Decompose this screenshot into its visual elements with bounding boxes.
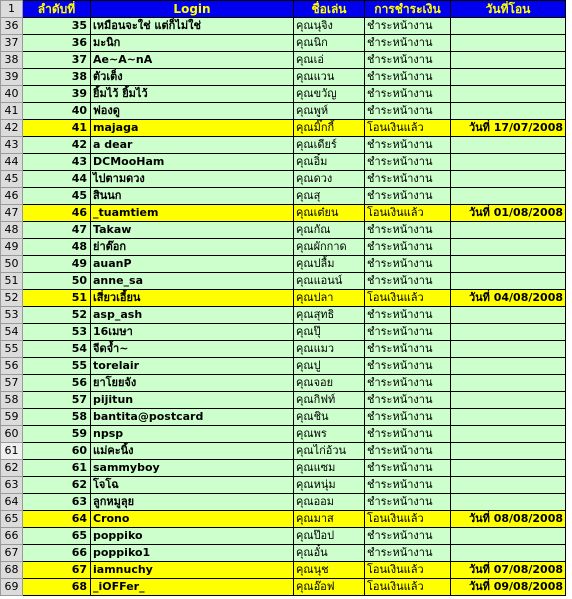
cell-payment[interactable]: โอนเงินแล้ว [365, 562, 451, 579]
cell-number[interactable]: 44 [23, 171, 91, 188]
table-row [1, 426, 566, 443]
cell-nickname[interactable]: คุณป๊อป [294, 528, 365, 545]
cell-transfer-date[interactable] [451, 273, 566, 290]
row-header[interactable]: 56 [1, 358, 23, 375]
cell-payment[interactable]: ชำระหน้างาน [365, 460, 451, 477]
cell-transfer-date[interactable] [451, 324, 566, 341]
cell-nickname[interactable]: คุณไก่อ้วน [294, 443, 365, 460]
table-row [1, 494, 566, 511]
cell-payment[interactable]: ชำระหน้างาน [365, 52, 451, 69]
table-row [1, 188, 566, 205]
table-row [1, 154, 566, 171]
row-header[interactable]: 43 [1, 137, 23, 154]
column-header-login[interactable]: Login [91, 1, 294, 18]
cell-transfer-date[interactable] [451, 256, 566, 273]
cell-login[interactable]: pijitun [91, 392, 294, 409]
cell-nickname[interactable]: คุณนิก [294, 35, 365, 52]
cell-transfer-date[interactable] [451, 188, 566, 205]
table-row [1, 290, 566, 307]
cell-nickname[interactable]: คุณปลา [294, 290, 365, 307]
cell-transfer-date[interactable] [451, 477, 566, 494]
cell-nickname[interactable]: คุณกิฟท์ [294, 392, 365, 409]
cell-login[interactable]: npsp [91, 426, 294, 443]
row-header[interactable]: 55 [1, 341, 23, 358]
cell-login[interactable]: Ae~A~nA [91, 52, 294, 69]
table-row [1, 86, 566, 103]
row-header[interactable]: 41 [1, 103, 23, 120]
table-row [1, 460, 566, 477]
table-row [1, 35, 566, 52]
cell-login[interactable]: ย่าต๊อก [91, 239, 294, 256]
cell-nickname[interactable]: คุณนุจิง [294, 18, 365, 35]
row-header[interactable]: 64 [1, 494, 23, 511]
cell-nickname[interactable]: คุณแมว [294, 341, 365, 358]
cell-payment[interactable]: ชำระหน้างาน [365, 154, 451, 171]
cell-payment[interactable]: โอนเงินแล้ว [365, 120, 451, 137]
cell-nickname[interactable]: คุณเดียร์ [294, 137, 365, 154]
cell-nickname[interactable]: คุณมาส [294, 511, 365, 528]
cell-transfer-date[interactable] [451, 528, 566, 545]
cell-payment[interactable]: ชำระหน้างาน [365, 307, 451, 324]
table-row [1, 103, 566, 120]
cell-nickname[interactable]: คุณชิน [294, 409, 365, 426]
cell-transfer-date[interactable] [451, 239, 566, 256]
cell-number[interactable]: 42 [23, 137, 91, 154]
cell-login[interactable]: เหมือนจะใช่ แต่ก็ไม่ใช่ [91, 18, 294, 35]
table-row [1, 52, 566, 69]
table-body [1, 1, 566, 596]
row-header[interactable]: 40 [1, 86, 23, 103]
cell-number[interactable]: 36 [23, 35, 91, 52]
cell-payment[interactable]: ชำระหน้างาน [365, 477, 451, 494]
table-row [1, 256, 566, 273]
table-row [1, 562, 566, 579]
cell-transfer-date[interactable] [451, 103, 566, 120]
cell-login[interactable]: bantita@postcard [91, 409, 294, 426]
cell-payment[interactable]: ชำระหน้างาน [365, 392, 451, 409]
cell-login[interactable]: จีดจ้ำ~ [91, 341, 294, 358]
cell-payment[interactable]: ชำระหน้างาน [365, 409, 451, 426]
cell-transfer-date[interactable] [451, 69, 566, 86]
cell-payment[interactable]: ชำระหน้างาน [365, 222, 451, 239]
cell-transfer-date[interactable] [451, 460, 566, 477]
cell-nickname[interactable]: คุณปลื้ม [294, 256, 365, 273]
row-header[interactable]: 62 [1, 460, 23, 477]
cell-nickname[interactable]: คุณดวง [294, 171, 365, 188]
cell-login[interactable]: โจโฉ [91, 477, 294, 494]
cell-payment[interactable]: ชำระหน้างาน [365, 103, 451, 120]
cell-payment[interactable]: ชำระหน้างาน [365, 358, 451, 375]
row-header[interactable]: 39 [1, 69, 23, 86]
cell-payment[interactable]: ชำระหน้างาน [365, 545, 451, 562]
cell-login[interactable]: _tuamtiem [91, 205, 294, 222]
cell-transfer-date[interactable] [451, 307, 566, 324]
cell-payment[interactable]: ชำระหน้างาน [365, 375, 451, 392]
row-header[interactable]: 36 [1, 18, 23, 35]
cell-transfer-date[interactable]: วันที่ 09/08/2008 [451, 579, 566, 596]
row-header[interactable]: 47 [1, 205, 23, 222]
cell-transfer-date[interactable] [451, 137, 566, 154]
cell-nickname[interactable]: คุณหนุ่ม [294, 477, 365, 494]
table-row [1, 69, 566, 86]
cell-payment[interactable]: ชำระหน้างาน [365, 188, 451, 205]
cell-login[interactable]: _iOFFer_ [91, 579, 294, 596]
cell-number[interactable]: 43 [23, 154, 91, 171]
cell-transfer-date[interactable] [451, 86, 566, 103]
cell-payment[interactable]: ชำระหน้างาน [365, 69, 451, 86]
cell-login[interactable]: 16เมษา [91, 324, 294, 341]
cell-number[interactable]: 50 [23, 273, 91, 290]
cell-nickname[interactable]: คุณออม [294, 494, 365, 511]
cell-payment[interactable]: โอนเงินแล้ว [365, 290, 451, 307]
table-row [1, 443, 566, 460]
row-header[interactable]: 54 [1, 324, 23, 341]
cell-number[interactable]: 40 [23, 103, 91, 120]
cell-login[interactable]: auanP [91, 256, 294, 273]
cell-transfer-date[interactable] [451, 392, 566, 409]
cell-login[interactable]: Crono [91, 511, 294, 528]
row-header[interactable]: 51 [1, 273, 23, 290]
column-header-transfer-date[interactable]: วันที่โอน [451, 1, 566, 18]
cell-number[interactable]: 45 [23, 188, 91, 205]
cell-number[interactable]: 58 [23, 409, 91, 426]
table-row [1, 324, 566, 341]
cell-number[interactable]: 67 [23, 562, 91, 579]
table-row [1, 222, 566, 239]
cell-login[interactable]: มะนิก [91, 35, 294, 52]
row-header[interactable]: 52 [1, 290, 23, 307]
cell-nickname[interactable]: คุณปู [294, 358, 365, 375]
table-row [1, 409, 566, 426]
cell-payment[interactable]: โอนเงินแล้ว [365, 579, 451, 596]
cell-nickname[interactable]: คุณปุ๊ [294, 324, 365, 341]
column-header-nickname[interactable]: ชื่อเล่น [294, 1, 365, 18]
cell-login[interactable]: ลูกหมูลุย [91, 494, 294, 511]
cell-number[interactable]: 56 [23, 375, 91, 392]
cell-number[interactable]: 62 [23, 477, 91, 494]
cell-number[interactable]: 38 [23, 69, 91, 86]
row-header[interactable]: 45 [1, 171, 23, 188]
cell-nickname[interactable]: คุณอิ๋ม [294, 154, 365, 171]
cell-transfer-date[interactable]: วันที่ 17/07/2008 [451, 120, 566, 137]
row-header[interactable]: 42 [1, 120, 23, 137]
cell-nickname[interactable]: คุณสุทธิ [294, 307, 365, 324]
cell-login[interactable]: เสี่ยวเอี้ยน [91, 290, 294, 307]
cell-transfer-date[interactable] [451, 52, 566, 69]
cell-number[interactable]: 65 [23, 528, 91, 545]
cell-nickname[interactable]: คุณแซม [294, 460, 365, 477]
cell-nickname[interactable]: คุณมิ๊กกี้ [294, 120, 365, 137]
cell-payment[interactable]: ชำระหน้างาน [365, 443, 451, 460]
row-header[interactable]: 68 [1, 562, 23, 579]
cell-login[interactable]: anne_sa [91, 273, 294, 290]
table-row [1, 239, 566, 256]
cell-payment[interactable]: ชำระหน้างาน [365, 273, 451, 290]
cell-login[interactable]: iamnuchy [91, 562, 294, 579]
table-row [1, 341, 566, 358]
cell-number[interactable]: 63 [23, 494, 91, 511]
cell-transfer-date[interactable] [451, 222, 566, 239]
table-row [1, 375, 566, 392]
cell-transfer-date[interactable] [451, 443, 566, 460]
cell-transfer-date[interactable] [451, 494, 566, 511]
cell-nickname[interactable]: คุณแวน [294, 69, 365, 86]
cell-nickname[interactable]: คุณจอย [294, 375, 365, 392]
cell-number[interactable]: 66 [23, 545, 91, 562]
row-header[interactable]: 49 [1, 239, 23, 256]
cell-payment[interactable]: ชำระหน้างาน [365, 171, 451, 188]
row-header[interactable]: 67 [1, 545, 23, 562]
cell-payment[interactable]: ชำระหน้างาน [365, 494, 451, 511]
cell-login[interactable]: asp_ash [91, 307, 294, 324]
cell-login[interactable]: ยิ้มไว้ ยิ้มไว้ [91, 86, 294, 103]
row-header[interactable]: 46 [1, 188, 23, 205]
cell-transfer-date[interactable] [451, 358, 566, 375]
table-row [1, 18, 566, 35]
cell-login[interactable]: sammyboy [91, 460, 294, 477]
cell-number[interactable]: 55 [23, 358, 91, 375]
cell-number[interactable]: 47 [23, 222, 91, 239]
cell-login[interactable]: ฟองดู [91, 103, 294, 120]
cell-number[interactable]: 46 [23, 205, 91, 222]
cell-nickname[interactable]: คุณแอนน์ [294, 273, 365, 290]
cell-number[interactable]: 51 [23, 290, 91, 307]
cell-payment[interactable]: ชำระหน้างาน [365, 256, 451, 273]
cell-number[interactable]: 57 [23, 392, 91, 409]
row-header[interactable]: 44 [1, 154, 23, 171]
cell-nickname[interactable]: คุณเต๋ยน [294, 205, 365, 222]
table-row [1, 137, 566, 154]
cell-login[interactable]: poppiko [91, 528, 294, 545]
row-header[interactable]: 59 [1, 409, 23, 426]
cell-number[interactable]: 39 [23, 86, 91, 103]
cell-number[interactable]: 60 [23, 443, 91, 460]
cell-nickname[interactable]: คุณผักกาด [294, 239, 365, 256]
cell-transfer-date[interactable] [451, 545, 566, 562]
cell-payment[interactable]: ชำระหน้างาน [365, 324, 451, 341]
cell-login[interactable]: สินนก [91, 188, 294, 205]
table-row [1, 273, 566, 290]
cell-login[interactable]: ตัวเต็ง [91, 69, 294, 86]
row-header[interactable]: 48 [1, 222, 23, 239]
row-header[interactable]: 66 [1, 528, 23, 545]
cell-payment[interactable]: ชำระหน้างาน [365, 239, 451, 256]
column-header-number[interactable]: ลำดับที่ [23, 1, 91, 18]
cell-transfer-date[interactable] [451, 35, 566, 52]
row-header[interactable]: 60 [1, 426, 23, 443]
cell-transfer-date[interactable]: วันที่ 07/08/2008 [451, 562, 566, 579]
row-header[interactable]: 69 [1, 579, 23, 596]
cell-transfer-date[interactable] [451, 426, 566, 443]
cell-transfer-date[interactable] [451, 154, 566, 171]
cell-nickname[interactable]: คุณขวัญ [294, 86, 365, 103]
row-header[interactable]: 38 [1, 52, 23, 69]
row-header[interactable]: 63 [1, 477, 23, 494]
cell-login[interactable]: poppiko1 [91, 545, 294, 562]
cell-transfer-date[interactable]: วันที่ 01/08/2008 [451, 205, 566, 222]
cell-payment[interactable]: โอนเงินแล้ว [365, 511, 451, 528]
table-row [1, 358, 566, 375]
row-header[interactable]: 65 [1, 511, 23, 528]
header-row [1, 1, 566, 18]
cell-number[interactable]: 64 [23, 511, 91, 528]
cell-transfer-date[interactable]: วันที่ 08/08/2008 [451, 511, 566, 528]
table-row [1, 120, 566, 137]
cell-login[interactable]: a dear [91, 137, 294, 154]
row-header[interactable]: 1 [1, 1, 23, 18]
cell-login[interactable]: majaga [91, 120, 294, 137]
cell-nickname[interactable]: คุณอั๋น [294, 545, 365, 562]
table-row [1, 307, 566, 324]
cell-payment[interactable]: ชำระหน้างาน [365, 341, 451, 358]
cell-number[interactable]: 35 [23, 18, 91, 35]
row-header[interactable]: 58 [1, 392, 23, 409]
cell-transfer-date[interactable] [451, 375, 566, 392]
table-row [1, 392, 566, 409]
cell-number[interactable]: 41 [23, 120, 91, 137]
cell-number[interactable]: 59 [23, 426, 91, 443]
cell-number[interactable]: 48 [23, 239, 91, 256]
cell-number[interactable]: 37 [23, 52, 91, 69]
cell-login[interactable]: torelair [91, 358, 294, 375]
cell-number[interactable]: 49 [23, 256, 91, 273]
cell-payment[interactable]: ชำระหน้างาน [365, 18, 451, 35]
cell-transfer-date[interactable] [451, 341, 566, 358]
cell-transfer-date[interactable] [451, 18, 566, 35]
cell-payment[interactable]: ชำระหน้างาน [365, 528, 451, 545]
cell-number[interactable]: 54 [23, 341, 91, 358]
cell-nickname[interactable]: คุณสุ [294, 188, 365, 205]
cell-number[interactable]: 52 [23, 307, 91, 324]
cell-number[interactable]: 61 [23, 460, 91, 477]
row-header[interactable]: 61 [1, 443, 23, 460]
cell-payment[interactable]: ชำระหน้างาน [365, 426, 451, 443]
cell-payment[interactable]: ชำระหน้างาน [365, 86, 451, 103]
cell-login[interactable]: ยาโยยจัง [91, 375, 294, 392]
cell-payment[interactable]: ชำระหน้างาน [365, 35, 451, 52]
cell-payment[interactable]: โอนเงินแล้ว [365, 205, 451, 222]
row-header[interactable]: 50 [1, 256, 23, 273]
row-header[interactable]: 37 [1, 35, 23, 52]
table-row [1, 511, 566, 528]
table-row [1, 205, 566, 222]
row-header[interactable]: 53 [1, 307, 23, 324]
cell-transfer-date[interactable] [451, 409, 566, 426]
column-header-payment[interactable]: การชำระเงิน [365, 1, 451, 18]
cell-transfer-date[interactable]: วันที่ 04/08/2008 [451, 290, 566, 307]
cell-nickname[interactable]: คุณเอ่ [294, 52, 365, 69]
cell-transfer-date[interactable] [451, 171, 566, 188]
table-row [1, 528, 566, 545]
table-row [1, 477, 566, 494]
table-row [1, 171, 566, 188]
cell-login[interactable]: แม่คะนิ้ง [91, 443, 294, 460]
cell-login[interactable]: Takaw [91, 222, 294, 239]
cell-nickname[interactable]: คุณกัณ [294, 222, 365, 239]
table-row [1, 579, 566, 596]
cell-nickname[interactable]: คุณอ๊อฟ [294, 579, 365, 596]
table-row [1, 545, 566, 562]
cell-payment[interactable]: ชำระหน้างาน [365, 137, 451, 154]
cell-nickname[interactable]: คุณพร [294, 426, 365, 443]
cell-number[interactable]: 53 [23, 324, 91, 341]
cell-nickname[interactable]: คุณพูห์ [294, 103, 365, 120]
cell-login[interactable]: ไปตามดวง [91, 171, 294, 188]
row-header[interactable]: 57 [1, 375, 23, 392]
cell-login[interactable]: DCMooHam [91, 154, 294, 171]
cell-number[interactable]: 68 [23, 579, 91, 596]
cell-nickname[interactable]: คุณนุช [294, 562, 365, 579]
